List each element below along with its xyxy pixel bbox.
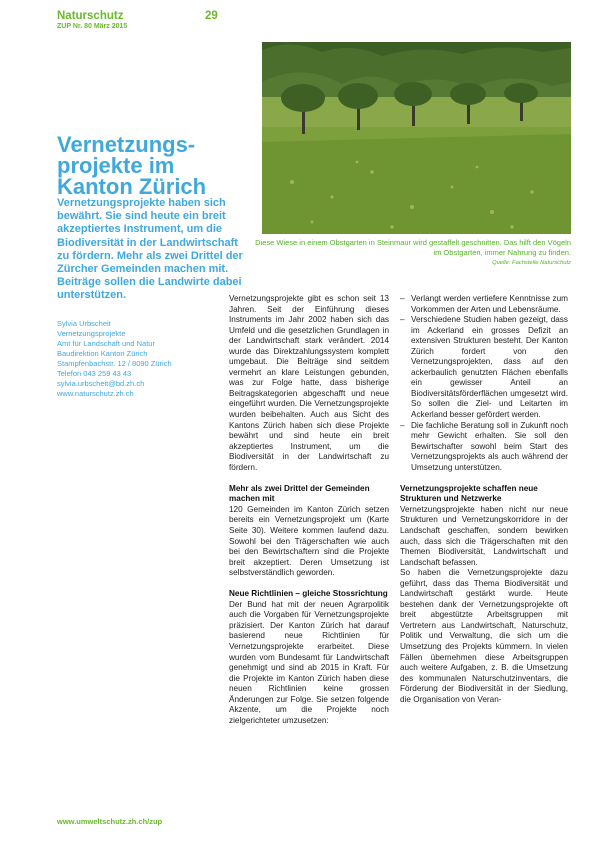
body-paragraph: So haben die Vernetzungsprojekte dazu geführt, dass das Thema Biodiversität und Landwirtschaft gestärkt wurde. Heute bestehen dank der Vernetzungsprojekte oft breit abgestützte Arbeitsgruppen mit Vertretern aus Landwirtschaft, Naturschutz, Politik und Verwaltung, die sich um die Umsetzung des Projekts kümmern. In vielen Fällen übernehmen diese Arbeitsgruppen auch weitere Aufgaben, z. B. die Umsetzung des kommunalen Naturschutzinventars, die Förderung der Biodiversität in der Siedlung, die Organisation von Veran-	[400, 568, 568, 704]
bullet-item	[400, 421, 568, 474]
caption-text: Diese Wiese in einem Obstgarten in Steinmaur wird gestaffelt geschnitten. Das hilft den Vögeln im Obstgarten, immer Nahrung zu finden.	[255, 238, 571, 257]
article-lead: Vernetzungsprojekte haben sich bewährt. Sie sind heute ein breit akzeptiertes Instrument, um die Biodiversität in der Landwirtschaft zu fördern. Mehr als zwei Drittel der Zürcher Gemeinden machen mit. Beiträge sollen die Landwirte dabei unterstützen.	[57, 197, 243, 302]
orchard-photo	[262, 42, 571, 234]
photo-caption	[251, 238, 571, 268]
author-email[interactable]: sylvia.urbscheit@bd.zh.ch	[57, 379, 145, 388]
article-title: Vernetzungs-projekte im Kanton Zürich	[57, 132, 207, 199]
article-column-1	[229, 294, 389, 726]
author-website[interactable]: www.naturschutz.zh.ch	[57, 389, 134, 398]
bullet-dash: –	[400, 294, 405, 303]
author-name: Sylvia Urbscheit	[57, 319, 111, 328]
subheading: Mehr als zwei Drittel der Gemeinden machen mit	[229, 483, 370, 504]
bullet-item	[400, 294, 568, 315]
page-number: 29	[205, 10, 218, 22]
author-contact	[57, 319, 227, 399]
bullet-dash: –	[400, 420, 405, 430]
footer-url[interactable]: www.umweltschutz.zh.ch/zup	[57, 817, 163, 826]
bullet-text: Verschiedene Studien haben gezeigt, dass im Ackerland ein grosses Defizit an extensiven Strukturen besteht. Der Kanton Zürich fordert von den Vernetzungsprojekten, dass auf den ackerbaulich genutzten Flächen ebenfalls ein gewisser Anteil an Biodiversitätsförderflächen umgesetzt wird. So sollen die Ziel- und Leitarten im Ackerland besser gefördert werden.	[411, 315, 568, 420]
bullet-dash: –	[400, 315, 405, 325]
author-office: Amt für Landschaft und Natur	[57, 339, 155, 348]
page-header	[57, 10, 127, 30]
author-phone: Telefon 043 259 43 43	[57, 369, 132, 378]
body-paragraph: Vernetzungsprojekte gibt es schon seit 13 Jahren. Seit der Einführung dieses Instruments im Jahr 2002 haben sich das Umfeld und die gesetzlichen Grundlagen in der Landwirtschaft stark verändert. 2014 wurde das Direktzahlungssystem komplett umgebaut. Die Beiträge sind seitdem vermehrt an klare Leistungen gebunden, was zur Folge hatte, dass bisherige Beitragskategorien abgeschafft und neue eingeführt wurden. Die Vernetzungsprojekte wurden beibehalten. Auch aus Sicht des Kantons Zürich haben sich diese Projekte bewährt und sind heute ein breit akzeptiertes Instrument, um die Biodiversität in der Landwirtschaft zu fördern.	[229, 294, 389, 472]
author-department: Baudirektion Kanton Zürich	[57, 349, 148, 358]
caption-source: Quelle: Fachstelle Naturschutz	[492, 260, 571, 266]
bullet-text: Verlangt werden vertiefere Kenntnisse zum Vorkommen der Arten und Lebensräume.	[411, 294, 568, 314]
section-name: Naturschutz	[57, 10, 124, 22]
issue-info: ZUP Nr. 80 März 2015	[57, 23, 128, 30]
subheading: Neue Richtlinien – gleiche Stossrichtung	[229, 589, 388, 599]
body-paragraph: Vernetzungsprojekte haben nicht nur neue Strukturen und Vernetzungskorridore in der Landschaft geschaffen, sondern bewirken auch, dass sich die Trägerschaften mit den Themen Biodiversität, Landwirtschaft und Landschaft befassen.	[400, 504, 568, 567]
subheading: Vernetzungsprojekte schaffen neue Strukturen und Netzwerke	[400, 483, 538, 504]
bullet-text: Die fachliche Beratung soll in Zukunft noch mehr Gewicht erhalten. Sie soll den Bewirtschafter sowohl beim Start des Vernetzungsprojekts als auch während der Umsetzung unterstützen.	[411, 420, 568, 472]
author-address: Stampfenbachstr. 12 / 8090 Zürich	[57, 359, 172, 368]
author-role: Vernetzungsprojekte	[57, 329, 126, 338]
article-column-2	[400, 294, 568, 705]
bullet-item	[400, 315, 568, 420]
body-paragraph: Der Bund hat mit der neuen Agrarpolitik auch die Vorgaben für Vernetzungsprojekte präzisiert. Der Kanton Zürich hat darauf basierend neue Richtlinien für Vernetzungsprojekte erarbeitet. Diese wurden vom Bundesamt für Landwirtschaft genehmigt und sind ab 2015 in Kraft. Für die Projekte im Kanton Zürich haben diese neuen Richtlinien keine grossen Änderungen zur Folge. Sie setzen folgende Akzente, um die Projekte noch zielgerichteter umzusetzen:	[229, 599, 389, 725]
body-paragraph: 120 Gemeinden im Kanton Zürich setzen bereits ein Vernetzungsprojekt um (Karte Seite 30). Weitere kommen laufend dazu. Sowohl bei den Trägerschaften wie auch bei den Bewirtschaftern sind die Projekte breit akzeptiert. Deren Umsetzung ist selbstverständlich geworden.	[229, 504, 389, 578]
